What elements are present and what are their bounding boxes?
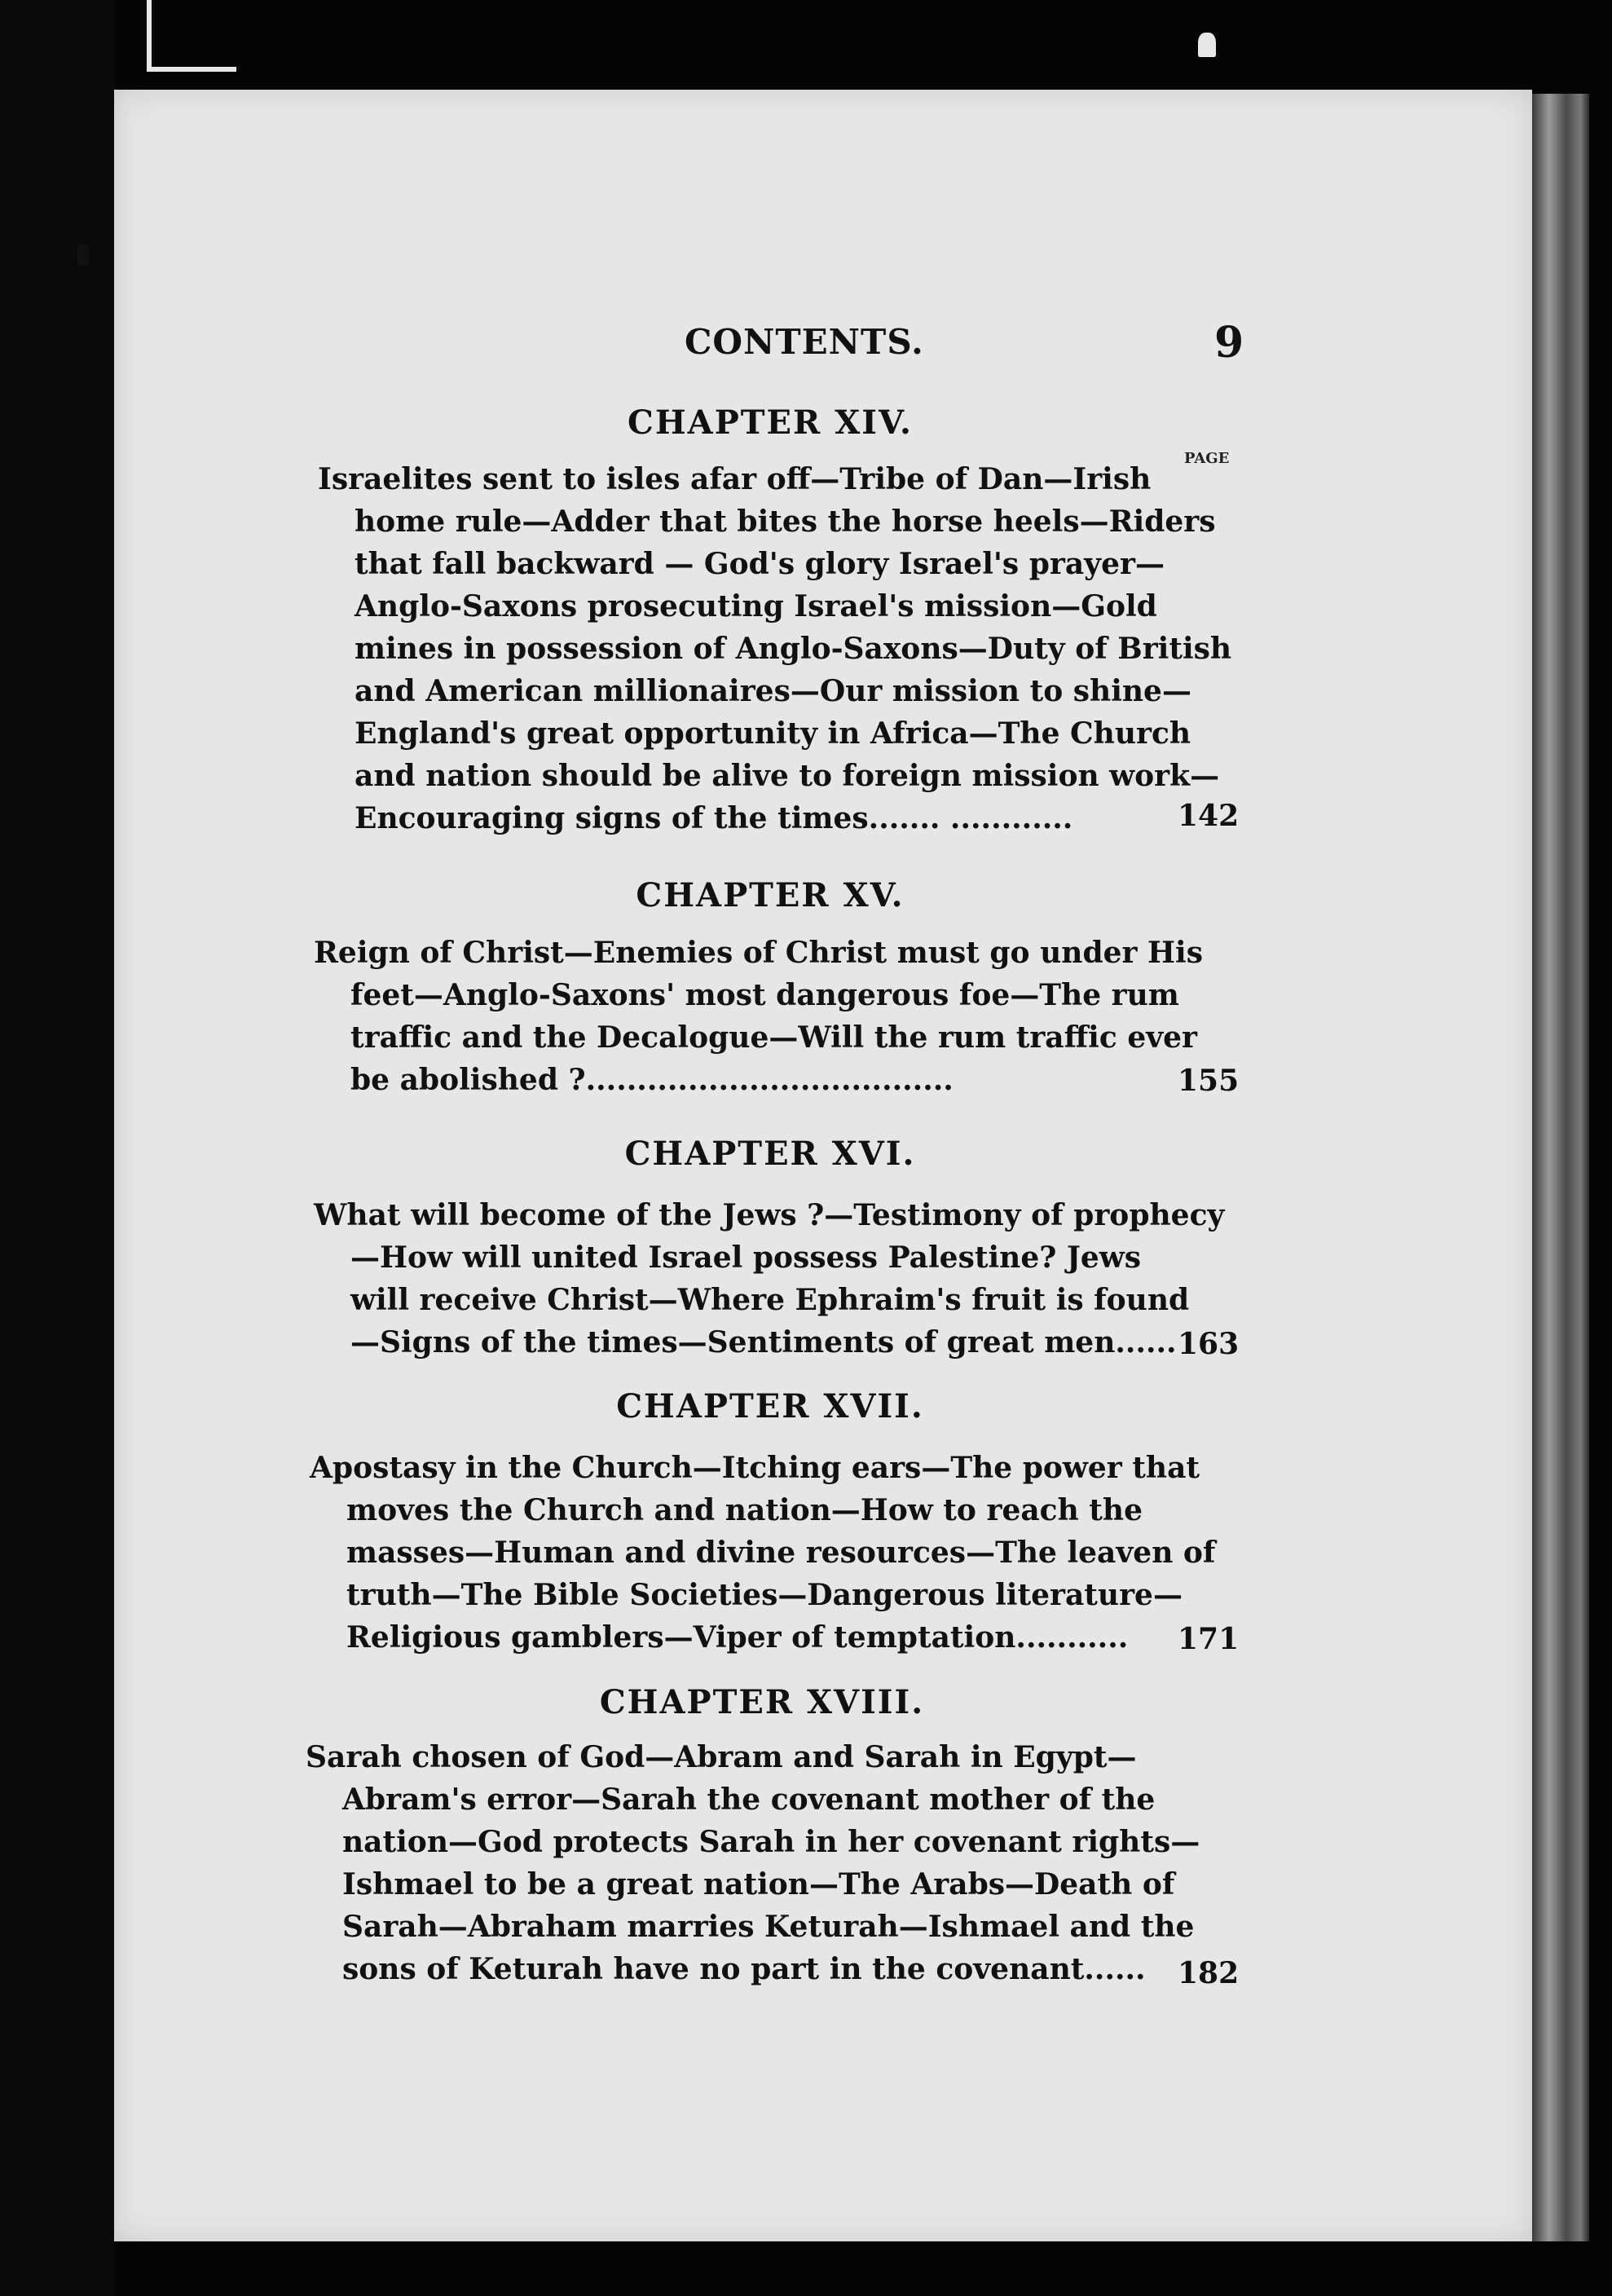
scan-corner-mark xyxy=(147,67,236,72)
summary-line: Abram's error—Sarah the covenant mother of the xyxy=(342,1783,1156,1817)
summary-line: home rule—Adder that bites the horse heels—Riders xyxy=(355,505,1216,539)
summary-line: will receive Christ—Where Ephraim's fruit is found xyxy=(350,1283,1190,1317)
summary-line: Religious gamblers—Viper of temptation........... xyxy=(346,1620,1129,1655)
summary-line: traffic and the Decalogue—Will the rum traffic ever xyxy=(350,1020,1198,1055)
summary-line: Apostasy in the Church—Itching ears—The power that xyxy=(310,1451,1200,1485)
summary-line: and American millionaires—Our mission to shine— xyxy=(355,674,1191,708)
page-column-label: PAGE xyxy=(1184,450,1230,467)
chapter-title: CHAPTER XIV. xyxy=(628,403,913,442)
summary-line: Israelites sent to isles afar off—Tribe of Dan—Irish xyxy=(318,462,1152,496)
chapter-page-ref: 163 xyxy=(1178,1327,1240,1361)
chapter-title: CHAPTER XVII. xyxy=(616,1387,924,1426)
summary-line: be abolished ?.................................... xyxy=(350,1063,954,1097)
summary-line: nation—God protects Sarah in her covenant rights— xyxy=(342,1825,1200,1859)
summary-line: and nation should be alive to foreign mission work— xyxy=(355,759,1220,793)
summary-line: What will become of the Jews ?—Testimony of prophecy xyxy=(314,1198,1225,1232)
chapter-summary xyxy=(306,1736,1200,1990)
summary-line: sons of Keturah have no part in the covenant...... xyxy=(342,1952,1146,1986)
chapter-title: CHAPTER XVIII. xyxy=(599,1683,925,1721)
scan-corner-mark xyxy=(147,0,152,69)
summary-line: —Signs of the times—Sentiments of great men...... xyxy=(350,1325,1177,1360)
page-edge xyxy=(1532,94,1589,2241)
scan-speck xyxy=(1198,33,1216,57)
summary-line: —How will united Israel possess Palestine? Jews xyxy=(350,1241,1142,1275)
summary-line: Ishmael to be a great nation—The Arabs—Death of xyxy=(342,1867,1175,1902)
summary-line: feet—Anglo-Saxons' most dangerous foe—The rum xyxy=(350,978,1179,1012)
summary-line: mines in possession of Anglo-Saxons—Duty of British xyxy=(355,632,1232,666)
summary-line: moves the Church and nation—How to reach the xyxy=(346,1493,1143,1527)
page-number: 9 xyxy=(1214,318,1244,368)
chapter-summary xyxy=(314,932,1203,1101)
summary-line: truth—The Bible Societies—Dangerous literature— xyxy=(346,1578,1183,1612)
chapter-page-ref: 182 xyxy=(1178,1956,1240,1990)
scan-margin xyxy=(0,0,114,2296)
summary-line: Sarah—Abraham marries Keturah—Ishmael and the xyxy=(342,1910,1195,1944)
summary-line: Sarah chosen of God—Abram and Sarah in Egypt— xyxy=(306,1740,1137,1774)
summary-line: that fall backward — God's glory Israel's prayer— xyxy=(355,547,1165,581)
chapter-title: CHAPTER XVI. xyxy=(624,1135,916,1173)
scan-speck xyxy=(77,245,89,266)
page-header: CONTENTS. xyxy=(685,322,924,362)
chapter-page-ref: 155 xyxy=(1178,1064,1240,1098)
summary-line: Encouraging signs of the times....... ............ xyxy=(355,801,1073,835)
summary-line: Reign of Christ—Enemies of Christ must go under His xyxy=(314,936,1203,970)
chapter-title: CHAPTER XV. xyxy=(636,876,905,914)
summary-line: masses—Human and divine resources—The leaven of xyxy=(346,1536,1216,1570)
chapter-page-ref: 171 xyxy=(1178,1622,1240,1656)
summary-line: England's great opportunity in Africa—The Church xyxy=(355,716,1191,751)
chapter-page-ref: 142 xyxy=(1178,799,1240,833)
summary-line: Anglo-Saxons prosecuting Israel's mission—Gold xyxy=(355,589,1157,624)
